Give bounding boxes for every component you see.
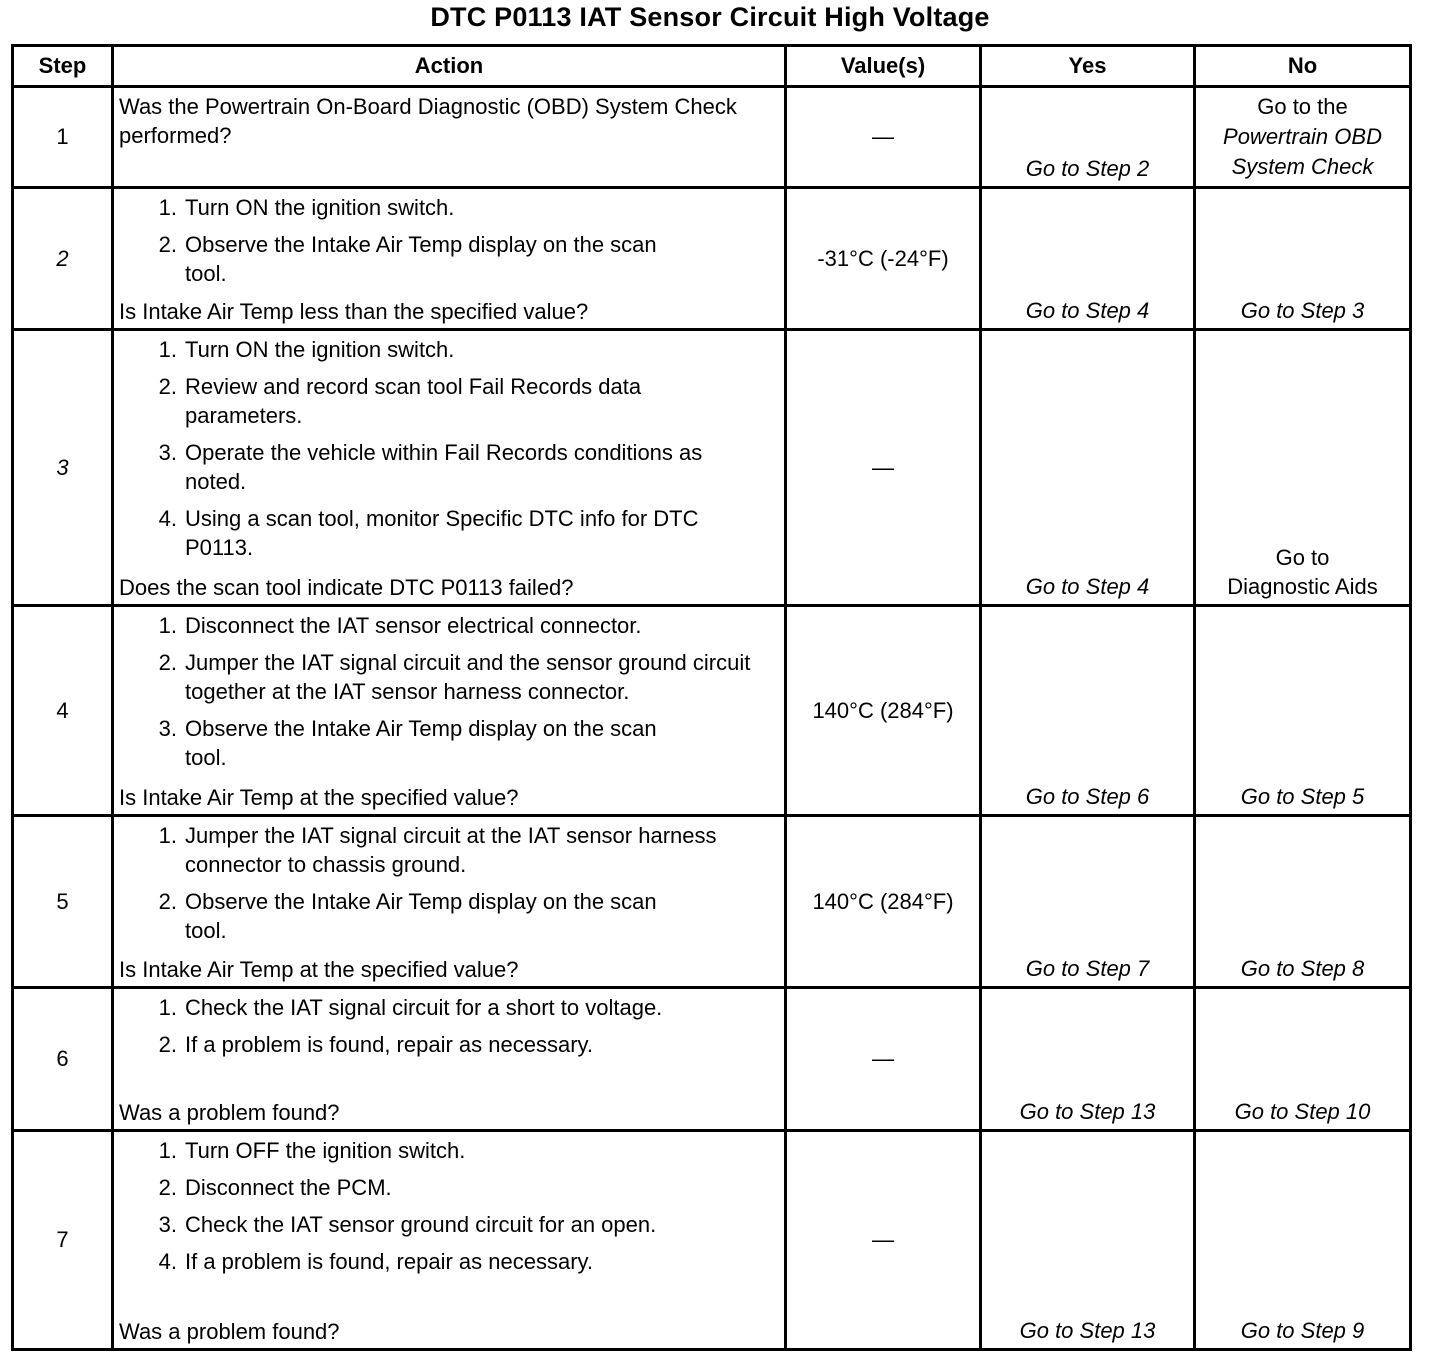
header-step: Step: [13, 46, 113, 87]
header-action: Action: [113, 46, 786, 87]
no-goto-line: Go to: [1275, 545, 1330, 570]
value-cell: —: [786, 988, 981, 1131]
action-item: 1. Jumper the IAT signal circuit at the IAT sensor harness connector to chassis ground.: [158, 823, 717, 877]
yes-goto: Go to Step 2: [1025, 156, 1150, 181]
no-goto: [1196, 88, 1409, 182]
action-item: 1. Turn ON the ignition switch.: [158, 337, 455, 362]
action-content: [114, 607, 784, 814]
no-goto: [1196, 543, 1409, 601]
no-goto: Go to Step 8: [1240, 956, 1365, 981]
action-content: [114, 1132, 784, 1348]
no-goto: Go to Step 3: [1240, 298, 1365, 323]
action-question: Is Intake Air Temp at the specified value?: [119, 785, 519, 810]
action-item: 2. Disconnect the PCM.: [158, 1175, 392, 1200]
table-row: [13, 188, 1411, 330]
table-row: [13, 1131, 1411, 1350]
action-question: Does the scan tool indicate DTC P0113 failed?: [119, 575, 574, 600]
action-cell: [113, 87, 786, 188]
yes-cell: [981, 87, 1195, 188]
action-cell: [113, 330, 786, 606]
action-content: [114, 331, 784, 604]
action-item: 3. Check the IAT sensor ground circuit for an open.: [158, 1212, 657, 1237]
step-number: 1: [13, 87, 113, 188]
no-cell: [1195, 988, 1411, 1131]
no-cell: [1195, 188, 1411, 330]
yes-cell: [981, 330, 1195, 606]
no-goto: Go to Step 10: [1234, 1099, 1371, 1124]
action-content: [114, 189, 784, 328]
value-cell: 140°C (284°F): [786, 816, 981, 988]
no-goto-line: System Check: [1231, 154, 1374, 179]
action-cell: [113, 988, 786, 1131]
action-item: 2. Observe the Intake Air Temp display on the scan tool.: [158, 889, 657, 943]
yes-cell: [981, 816, 1195, 988]
action-item: 3. Operate the vehicle within Fail Records conditions as noted.: [158, 440, 703, 494]
header-yes: Yes: [981, 46, 1195, 87]
action-item: 1. Disconnect the IAT sensor electrical connector.: [158, 613, 642, 638]
value-cell: -31°C (-24°F): [786, 188, 981, 330]
yes-goto: Go to Step 13: [1019, 1099, 1156, 1124]
step-number: 5: [13, 816, 113, 988]
action-item: 2. If a problem is found, repair as necessary.: [158, 1032, 594, 1057]
table-row: [13, 87, 1411, 188]
page-title: DTC P0113 IAT Sensor Circuit High Voltage: [430, 2, 990, 32]
yes-goto: Go to Step 4: [1025, 298, 1150, 323]
action-item: 2. Review and record scan tool Fail Records data parameters.: [158, 374, 642, 428]
table-row: [13, 330, 1411, 606]
no-goto-line: Go to the: [1257, 94, 1348, 119]
action-cell: [113, 606, 786, 816]
no-goto: Go to Step 9: [1240, 1318, 1365, 1343]
table-row: [13, 988, 1411, 1131]
yes-goto: Go to Step 4: [1025, 574, 1150, 599]
action-cell: [113, 188, 786, 330]
no-cell: [1195, 87, 1411, 188]
header-row: [13, 46, 1411, 87]
no-cell: [1195, 816, 1411, 988]
value-cell: —: [786, 330, 981, 606]
value-cell: 140°C (284°F): [786, 606, 981, 816]
diagnostic-table: [11, 44, 1412, 1351]
action-question: Was a problem found?: [119, 1100, 340, 1125]
action-item: 2. Observe the Intake Air Temp display on the scan tool.: [158, 232, 657, 286]
header-values: Value(s): [786, 46, 981, 87]
action-item: 4. If a problem is found, repair as necessary.: [158, 1249, 594, 1274]
yes-goto: Go to Step 13: [1019, 1318, 1156, 1343]
action-item: 1. Turn OFF the ignition switch.: [158, 1138, 466, 1163]
action-question: Was the Powertrain On-Board Diagnostic (OBD) System Check performed?: [119, 94, 737, 148]
yes-goto: Go to Step 7: [1025, 956, 1150, 981]
step-number: 2: [13, 188, 113, 330]
yes-cell: [981, 1131, 1195, 1350]
action-question: Was a problem found?: [119, 1319, 340, 1344]
value-cell: —: [786, 1131, 981, 1350]
table-row: [13, 606, 1411, 816]
header-no: No: [1195, 46, 1411, 87]
no-goto-line: Powertrain OBD: [1223, 124, 1382, 149]
table-row: [13, 816, 1411, 988]
step-number: 7: [13, 1131, 113, 1350]
action-item: 4. Using a scan tool, monitor Specific DTC info for DTC P0113.: [158, 506, 699, 560]
no-goto: Go to Step 5: [1240, 784, 1365, 809]
yes-goto: Go to Step 6: [1025, 784, 1150, 809]
action-item: 1. Turn ON the ignition switch.: [158, 195, 455, 220]
action-item: 1. Check the IAT signal circuit for a short to voltage.: [158, 995, 663, 1020]
no-cell: [1195, 606, 1411, 816]
step-number: 4: [13, 606, 113, 816]
no-goto-line: Diagnostic Aids: [1227, 574, 1378, 599]
no-cell: [1195, 1131, 1411, 1350]
step-number: 6: [13, 988, 113, 1131]
no-cell: [1195, 330, 1411, 606]
action-question: Is Intake Air Temp less than the specified value?: [119, 299, 589, 324]
step-number: 3: [13, 330, 113, 606]
yes-cell: [981, 188, 1195, 330]
action-cell: [113, 816, 786, 988]
action-question: Is Intake Air Temp at the specified value?: [119, 957, 519, 982]
action-item: 2. Jumper the IAT signal circuit and the sensor ground circuit together at the IAT sensor harness connector.: [158, 650, 751, 704]
yes-cell: [981, 988, 1195, 1131]
action-content: [114, 989, 784, 1129]
action-content: [114, 817, 784, 986]
value-cell: —: [786, 87, 981, 188]
action-item: 3. Observe the Intake Air Temp display on the scan tool.: [158, 716, 657, 770]
yes-cell: [981, 606, 1195, 816]
action-cell: [113, 1131, 786, 1350]
